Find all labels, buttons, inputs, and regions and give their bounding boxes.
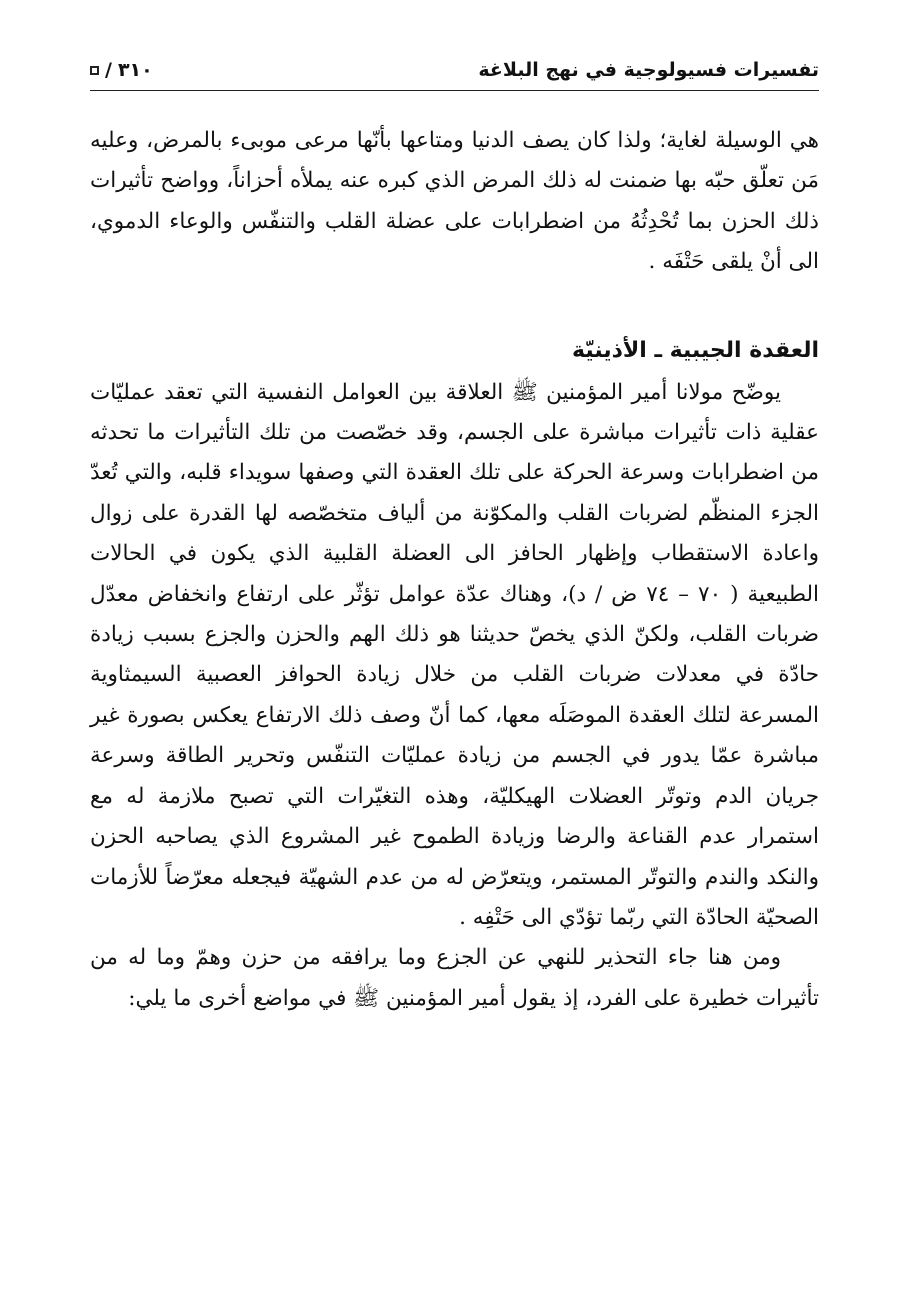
book-page xyxy=(90,50,819,1316)
page-number-group xyxy=(90,59,153,81)
square-ornament-icon xyxy=(90,66,99,75)
page-number: ٣١٠ xyxy=(117,59,153,81)
running-header xyxy=(90,50,819,91)
section-heading: العقدة الجيبية ـ الأذينيّة xyxy=(572,337,819,363)
paragraph-3: ومن هنا جاء التحذير للنهي عن الجزع وما يرافقه من حزن وهمّ وما له من تأثيرات خطيرة على الفرد، إذ يقول أمير المؤمنين ﷺ في مواضع أخرى ما يلي: xyxy=(90,945,819,1011)
header-separator: / xyxy=(105,59,112,81)
book-title: تفسيرات فسيولوجية في نهج البلاغة xyxy=(478,59,819,81)
paragraph-2: يوضّح مولانا أمير المؤمنين ﷺ العلاقة بين العوامل النفسية التي تعقد عمليّات عقلية ذات تأثيرات مباشرة على الجسم، وقد خصّصت من تلك التأثيرات ما تحدثه من اضطرابات وسرعة الحركة على تلك العقدة التي وصفها سويداء قلبه، والتي تُعدّ الجزء المنظّم لضربات القلب والمكوّنة من ألياف متخصّصه لها القدرة على زوال واعادة الاستقطاب وإظهار الحافز الى العضلة القلبية الذي يكون في الحالات الطبيعية ( ٧٠ – ٧٤ ض / د)، وهناك عدّة عوامل تؤثّر على ارتفاع وانخفاض معدّل ضربات القلب، ولكنّ الذي يخصّ حديثنا هو ذلك الهم والحزن والجزع بسبب زيادة حادّة في معدلات ضربات القلب من خلال زيادة الحوافز العصبية السيمثاوية المسرعة لتلك العقدة الموصَلَه معها، كما أنّ وصف ذلك الارتفاع يعكس بصورة غير مباشرة عمّا يدور في الجسم من زيادة عمليّات التنفّس وتحرير الطاقة وسرعة جريان الدم وتوتّر العضلات الهيكليّة، وهذه التغيّرات التي تصبح ملازمة له مع استمرار عدم القناعة والرضا وزيادة الطموح غير المشروع الذي يصاحبه الحزن والنكد والندم والتوتّر المستمر، ويتعرّض له من عدم الشهيّة فيجعله معرّضاً للأزمات الصحيّة الحادّة التي ربّما تؤدّي الى حَتْفِه . xyxy=(90,379,819,930)
paragraph-1: هي الوسيلة لغاية؛ ولذا كان يصف الدنيا ومتاعها بأنّها مرعى موبىء بالمرض، وعليه مَن تعلّق حبّه بها ضمنت له ذلك المرض الذي كبره عنه يملأه أحزاناً، وواضح تأثيرات ذلك الحزن بما تُحْدِثُهُ من اضطرابات على عضلة القلب والتنفّس والوعاء الدموي، الى أنْ يلقى حَتْفَه . xyxy=(90,128,819,275)
